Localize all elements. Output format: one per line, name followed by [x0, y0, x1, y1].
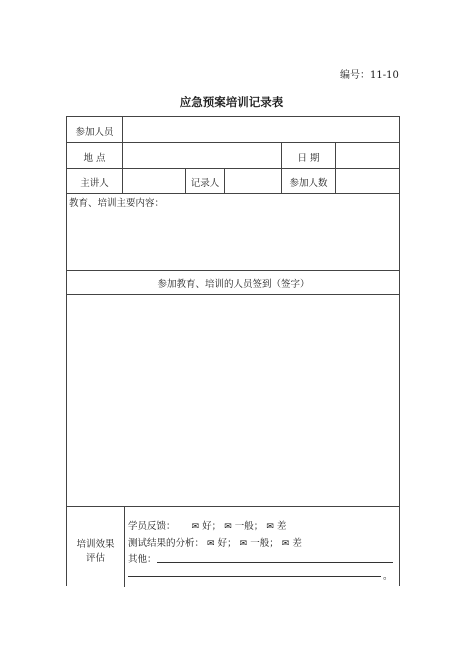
attendee-count-label: 参加人数 — [289, 178, 328, 189]
feedback-label: 学员反馈： — [128, 521, 176, 532]
test-average-label: 一般； — [250, 538, 279, 549]
feedback-row — [128, 518, 286, 532]
date-label: 日 期 — [297, 153, 320, 164]
form-table — [66, 116, 400, 586]
other-line-1[interactable] — [157, 562, 393, 563]
test-good-label: 好； — [217, 538, 237, 549]
feedback-poor-checkbox-icon[interactable]: ✉ — [266, 522, 274, 532]
participants-label: 参加人员 — [75, 127, 114, 138]
feedback-good-checkbox-icon[interactable]: ✉ — [191, 522, 200, 532]
feedback-poor-label: 差 — [276, 521, 287, 532]
test-poor-label: 差 — [292, 538, 302, 549]
end-mark: 。 — [383, 571, 393, 582]
lecturer-field[interactable] — [123, 169, 185, 193]
feedback-average-checkbox-icon[interactable]: ✉ — [224, 522, 232, 532]
recorder-field[interactable] — [225, 169, 281, 193]
form-title: 应急预案培训记录表 — [179, 95, 284, 109]
test-analysis-label: 测试结果的分析： — [128, 538, 205, 549]
test-analysis-row — [128, 535, 302, 549]
document-number: 编号：11-10 — [340, 70, 399, 81]
location-field[interactable] — [123, 143, 281, 168]
other-line-2[interactable] — [128, 576, 381, 577]
participants-field[interactable] — [123, 117, 400, 142]
location-label: 地 点 — [83, 153, 106, 164]
signin-header: 参加教育、培训的人员签到（签字） — [157, 279, 310, 290]
test-good-checkbox-icon[interactable]: ✉ — [207, 539, 215, 549]
feedback-average-label: 一般； — [234, 521, 264, 532]
attendee-count-field[interactable] — [336, 169, 400, 193]
test-average-checkbox-icon[interactable]: ✉ — [239, 539, 248, 549]
recorder-label: 记录人 — [190, 178, 220, 189]
signin-area[interactable] — [67, 295, 400, 506]
test-poor-checkbox-icon[interactable]: ✉ — [281, 539, 290, 549]
evaluation-label-line1: 培训效果 — [76, 539, 115, 550]
date-field[interactable] — [336, 143, 400, 168]
content-label: 教育、培训主要内容： — [69, 198, 165, 209]
evaluation-label-line2: 评估 — [85, 553, 105, 564]
lecturer-label: 主讲人 — [80, 178, 109, 189]
content-field[interactable] — [67, 209, 400, 270]
feedback-good-label: 好； — [202, 521, 222, 532]
other-label: 其他： — [128, 554, 157, 565]
